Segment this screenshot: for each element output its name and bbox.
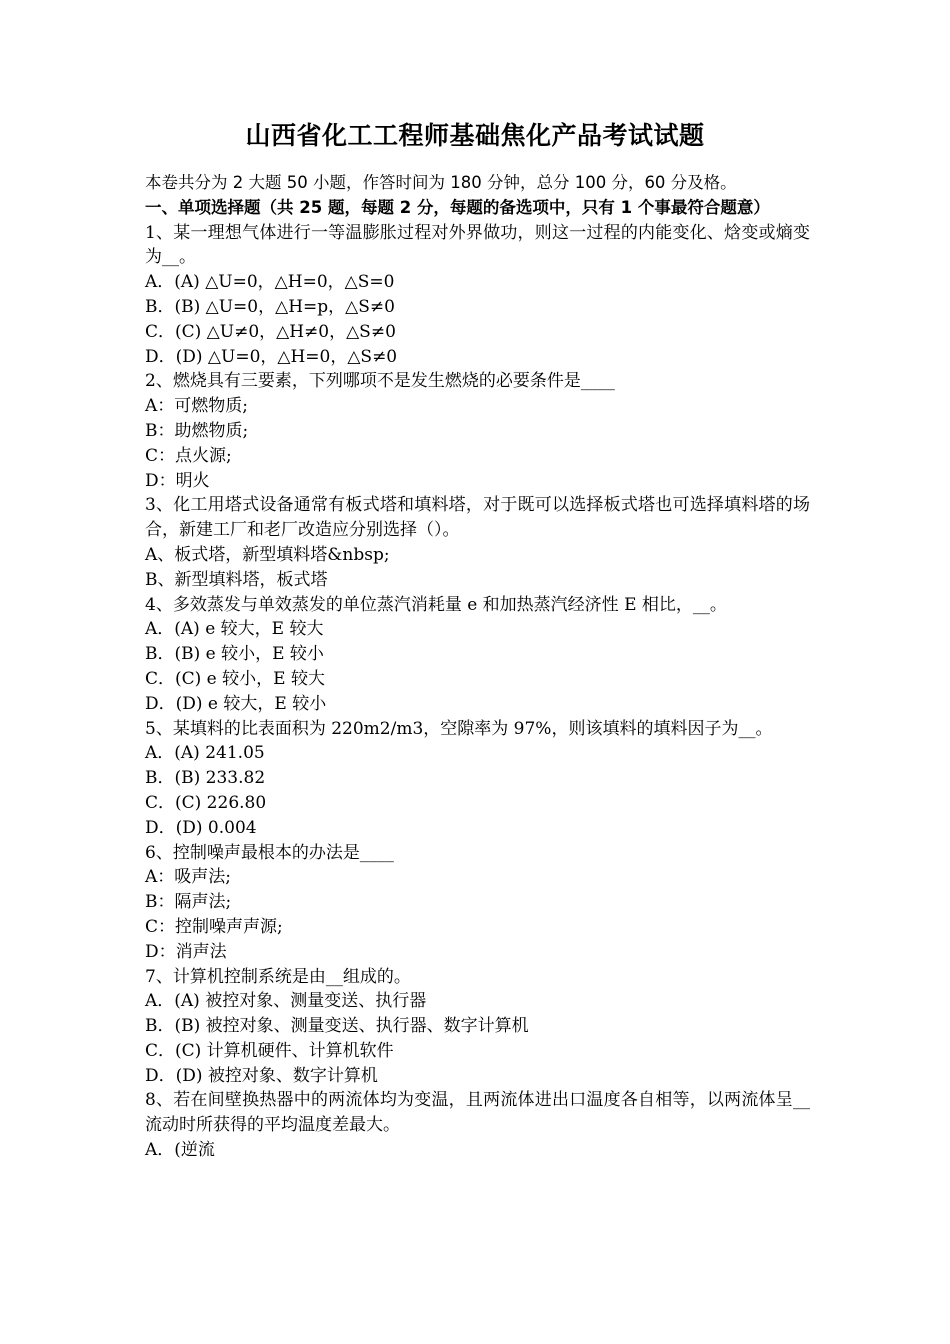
option-a: A．(A) 被控对象、测量变送、执行器 bbox=[145, 991, 427, 1012]
question-1 bbox=[145, 221, 810, 370]
question-stem: 4、多效蒸发与单效蒸发的单位蒸汽消耗量 e 和加热蒸汽经济性 E 相比，__。 bbox=[145, 594, 727, 615]
option-c: C：点火源; bbox=[145, 445, 232, 466]
option-a: A：吸声法; bbox=[145, 867, 232, 888]
question-stem: 1、某一理想气体进行一等温膨胀过程对外界做功，则这一过程的内能变化、焓变或熵变为__。 bbox=[145, 222, 810, 268]
question-stem: 6、控制噪声最根本的办法是____ bbox=[145, 842, 394, 863]
question-7 bbox=[145, 965, 810, 1089]
question-stem: 2、燃烧具有三要素，下列哪项不是发生燃烧的必要条件是____ bbox=[145, 371, 615, 392]
question-8 bbox=[145, 1088, 810, 1162]
question-stem: 7、计算机控制系统是由__组成的。 bbox=[145, 966, 411, 987]
option-d: D：消声法 bbox=[145, 941, 227, 962]
option-c: C．(C) △U≠0，△H≠0，△S≠0 bbox=[145, 321, 396, 342]
section-heading: 一、单项选择题（共 25 题，每题 2 分，每题的备选项中，只有 1 个事最符合题意） bbox=[145, 197, 770, 217]
option-c: C：控制噪声声源; bbox=[145, 916, 283, 937]
option-b: B、新型填料塔，板式塔 bbox=[145, 569, 328, 590]
question-stem: 8、若在间壁换热器中的两流体均为变温，且两流体进出口温度各自相等，以两流体呈__流动时所获得的平均温度差最大。 bbox=[145, 1090, 810, 1136]
document-title: 山西省化工工程师基础焦化产品考试试题 bbox=[245, 121, 705, 150]
option-b: B．(B) △U=0，△H=p，△S≠0 bbox=[145, 296, 395, 317]
question-6 bbox=[145, 841, 810, 965]
option-c: C．(C) 计算机硬件、计算机软件 bbox=[145, 1040, 394, 1061]
option-b: B．(B) 233.82 bbox=[145, 768, 266, 789]
option-a: A．(逆流 bbox=[145, 1140, 215, 1161]
option-c: C．(C) 226.80 bbox=[145, 792, 267, 813]
option-d: D．(D) 被控对象、数字计算机 bbox=[145, 1065, 378, 1086]
question-stem: 3、化工用塔式设备通常有板式塔和填料塔，对于既可以选择板式塔也可选择填料塔的场合，新建工厂和老厂改造应分别选择（）。 bbox=[145, 495, 810, 541]
option-d: D．(D) e 较大，E 较小 bbox=[145, 693, 327, 714]
option-b: B．(B) 被控对象、测量变送、执行器、数字计算机 bbox=[145, 1016, 529, 1037]
question-5 bbox=[145, 717, 810, 841]
exam-intro: 本卷共分为 2 大题 50 小题，作答时间为 180 分钟，总分 100 分，60 分及格。 bbox=[145, 173, 737, 192]
option-d: D：明火 bbox=[145, 470, 210, 491]
question-stem: 5、某填料的比表面积为 220m2/m3，空隙率为 97%，则该填料的填料因子为__。 bbox=[145, 718, 773, 739]
option-b: B：隔声法; bbox=[145, 892, 232, 913]
option-a: A．(A) △U=0，△H=0，△S=0 bbox=[145, 272, 395, 293]
question-3 bbox=[145, 493, 810, 592]
option-b: B．(B) e 较小，E 较小 bbox=[145, 644, 324, 665]
option-a: A．(A) 241.05 bbox=[145, 743, 265, 764]
option-d: D．(D) △U=0，△H=0，△S≠0 bbox=[145, 346, 398, 367]
question-2 bbox=[145, 369, 810, 493]
document-body bbox=[145, 171, 810, 1163]
option-b: B：助燃物质; bbox=[145, 420, 249, 441]
option-a: A．(A) e 较大，E 较大 bbox=[145, 619, 324, 640]
option-a: A、板式塔，新型填料塔&nbsp; bbox=[145, 544, 390, 565]
option-c: C．(C) e 较小，E 较大 bbox=[145, 668, 325, 689]
option-d: D．(D) 0.004 bbox=[145, 817, 257, 838]
option-a: A：可燃物质; bbox=[145, 396, 249, 417]
question-4 bbox=[145, 593, 810, 717]
